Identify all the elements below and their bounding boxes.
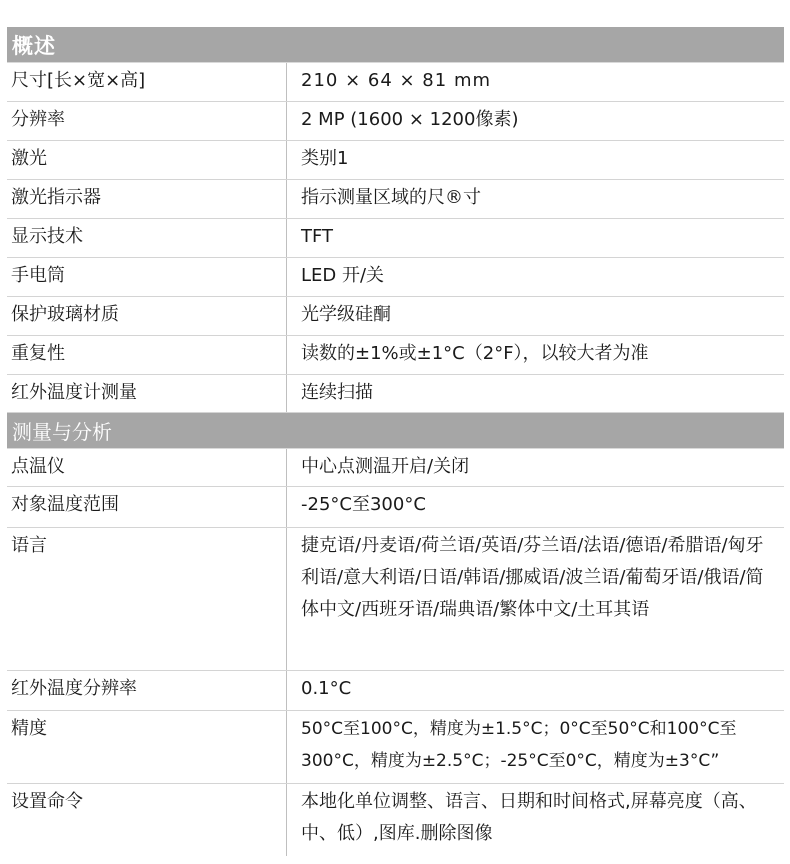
table-row bbox=[7, 671, 784, 711]
row-value: 光学级硅酮 bbox=[301, 304, 391, 325]
row-label: 尺寸[长×宽×高] bbox=[7, 63, 287, 101]
row-value: 指示测量区域的尺®寸 bbox=[301, 187, 481, 208]
row-label: 显示技术 bbox=[7, 219, 287, 257]
table-row bbox=[7, 180, 784, 219]
row-value: 2 MP (1600 × 1200像素) bbox=[301, 109, 519, 130]
row-value: TFT bbox=[301, 226, 334, 247]
row-label: 对象温度范围 bbox=[7, 487, 287, 527]
table-row bbox=[7, 141, 784, 180]
row-value: -25°C至300°C bbox=[301, 494, 426, 515]
row-value: 0.1°C bbox=[301, 678, 352, 699]
row-value: 210 × 64 × 81 mm bbox=[301, 70, 492, 91]
section-header-overview: 概述 bbox=[7, 27, 784, 63]
row-label: 点温仪 bbox=[7, 449, 287, 486]
row-label: 激光指示器 bbox=[7, 180, 287, 218]
table-row bbox=[7, 449, 784, 487]
table-row bbox=[7, 336, 784, 375]
row-label: 激光 bbox=[7, 141, 287, 179]
row-value: 读数的±1%或±1°C（2°F），以较大者为准 bbox=[301, 343, 649, 364]
row-value: 中心点测温开启/关闭 bbox=[301, 456, 470, 477]
row-label: 红外温度计测量 bbox=[7, 375, 287, 412]
spec-table bbox=[7, 27, 784, 856]
row-value: 连续扫描 bbox=[301, 382, 373, 403]
table-row bbox=[7, 63, 784, 102]
row-label: 精度 bbox=[7, 711, 287, 783]
table-row bbox=[7, 102, 784, 141]
table-row bbox=[7, 711, 784, 784]
table-row bbox=[7, 528, 784, 671]
table-row bbox=[7, 297, 784, 336]
table-row bbox=[7, 258, 784, 297]
row-label: 分辨率 bbox=[7, 102, 287, 140]
row-label: 设置命令 bbox=[7, 784, 287, 856]
table-row bbox=[7, 375, 784, 413]
row-value: 类别1 bbox=[301, 148, 349, 169]
row-value: 捷克语/丹麦语/荷兰语/英语/芬兰语/法语/德语/希腊语/匈牙利语/意大利语/日语/韩语/挪威语/波兰语/葡萄牙语/俄语/简体中文/西班牙语/瑞典语/繁体中文/土耳其语 bbox=[301, 535, 764, 620]
row-label: 语言 bbox=[7, 528, 287, 670]
table-row bbox=[7, 487, 784, 528]
row-value: 本地化单位调整、语言、日期和时间格式,屏幕亮度（高、中、低）,图库.删除图像 bbox=[301, 791, 757, 844]
row-label: 手电筒 bbox=[7, 258, 287, 296]
row-label: 红外温度分辨率 bbox=[7, 671, 287, 710]
row-label: 保护玻璃材质 bbox=[7, 297, 287, 335]
table-row bbox=[7, 784, 784, 856]
section-header-measurement: 测量与分析 bbox=[7, 413, 784, 449]
row-value: LED 开/关 bbox=[301, 265, 385, 286]
row-label: 重复性 bbox=[7, 336, 287, 374]
row-value: 50°C至100°C，精度为±1.5°C；0°C至50°C和100°C至300°C，精度为±2.5°C；-25°C至0°C，精度为±3°C” bbox=[301, 719, 737, 771]
table-row bbox=[7, 219, 784, 258]
